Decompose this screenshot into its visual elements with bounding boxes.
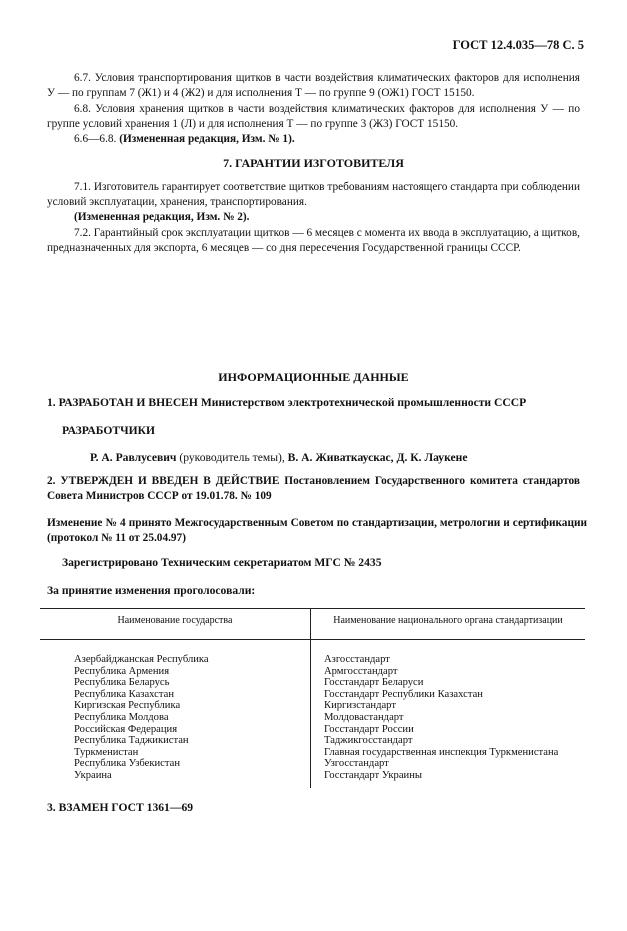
para-7-2: 7.2. Гарантийный срок эксплуатации щитков — 6 месяцев с момента их ввода в эксплуатацию, а щитков, предназначенных для экспорта, 6 месяцев — со дня пересечения Государственной границы СССР. xyxy=(47,227,580,255)
list-item: Республика Беларусь xyxy=(74,677,170,689)
change-4: Изменение № 4 принято Межгосударственным Советом по стандартизации, метрологии и сертификации (протокол № 11 от 25.04.97) xyxy=(47,517,587,545)
list-item: Республика Молдова xyxy=(74,711,169,723)
developer-lead: Р. А. Равлусевич xyxy=(90,451,177,464)
states-table xyxy=(40,608,585,788)
list-item: Госстандарт Беларуси xyxy=(324,677,424,689)
item-3: 3. ВЗАМЕН ГОСТ 1361—69 xyxy=(47,801,194,814)
list-item: Госстандарт России xyxy=(324,723,414,735)
list-item: Украина xyxy=(74,769,112,781)
body-list xyxy=(311,640,586,788)
section7-title: 7. ГАРАНТИИ ИЗГОТОВИТЕЛЯ xyxy=(223,156,404,170)
para-6-6-8-prefix: 6.6—6.8. xyxy=(74,133,120,145)
list-item: Республика Таджикистан xyxy=(74,735,189,747)
para-6-7: 6.7. Условия транспортирования щитков в части воздействия климатических факторов для исполнения У — по группам 7 (Ж1) и 4 (Ж2) и для исполнения Т — по группе 9 (ОЖ1) ГОСТ 15150. xyxy=(47,72,580,100)
voted-label: За принятие изменения проголосовали: xyxy=(47,584,256,597)
list-item: Киргизстандарт xyxy=(324,700,396,712)
list-item: Российская Федерация xyxy=(74,723,178,735)
para-6-6-8 xyxy=(47,132,580,147)
para-7-1-note: (Измененная редакция, Изм. № 2). xyxy=(74,211,250,223)
list-item: Республика Узбекистан xyxy=(74,758,181,770)
para-6-8: 6.8. Условия хранения щитков в части воздействия климатических факторов для исполнения У — по группе условий хранения 1 (Л) и для исполнения Т — по группе 3 (Ж3) ГОСТ 15150. xyxy=(47,103,580,131)
info-title: ИНФОРМАЦИОННЫЕ ДАННЫЕ xyxy=(218,370,409,384)
list-item: Азгосстандарт xyxy=(324,654,390,665)
item-1: 1. РАЗРАБОТАН И ВНЕСЕН Министерством электротехнической промышленности СССР xyxy=(47,396,527,409)
list-item: Главная государственная инспекция Туркменистана xyxy=(324,746,559,758)
page-header: ГОСТ 12.4.035—78 С. 5 xyxy=(452,38,584,52)
list-item: Армгосстандарт xyxy=(324,665,398,677)
state-list xyxy=(40,640,311,788)
table-header-body: Наименование национального органа стандартизации xyxy=(311,609,586,640)
list-item: Таджикгосстандарт xyxy=(324,735,413,747)
list-item: Республика Армения xyxy=(74,665,170,677)
registered: Зарегистрировано Техническим секретариатом МГС № 2435 xyxy=(62,556,382,569)
item-2: 2. УТВЕРЖДЕН И ВВЕДЕН В ДЕЙСТВИЕ Постановлением Государственного комитета стандартов Совета Министров СССР от 19.01.78. № 109 xyxy=(47,475,580,503)
developer-others: В. А. Живаткаускас, Д. К. Лаукене xyxy=(287,451,468,464)
developers-line xyxy=(90,451,580,464)
para-7-1: 7.1. Изготовитель гарантирует соответствие щитков требованиям настоящего стандарта при соблюдении условий эксплуатации, хранения, транспортирования. xyxy=(47,181,580,209)
para-6-6-8-note: (Измененная редакция, Изм. № 1). xyxy=(119,133,295,145)
list-item: Азербайджанская Республика xyxy=(74,654,209,665)
developer-lead-role: (руководитель темы), xyxy=(176,451,288,464)
list-item: Молдовастандарт xyxy=(324,711,404,723)
list-item: Туркменистан xyxy=(74,746,139,758)
list-item: Узгосстандарт xyxy=(324,758,389,770)
table-header-state: Наименование государства xyxy=(40,609,311,640)
list-item: Республика Казахстан xyxy=(74,688,175,700)
list-item: Киргизская Республика xyxy=(74,700,181,712)
developers-label: РАЗРАБОТЧИКИ xyxy=(62,424,156,437)
list-item: Госстандарт Украины xyxy=(324,769,422,781)
list-item: Госстандарт Республики Казахстан xyxy=(324,688,483,700)
